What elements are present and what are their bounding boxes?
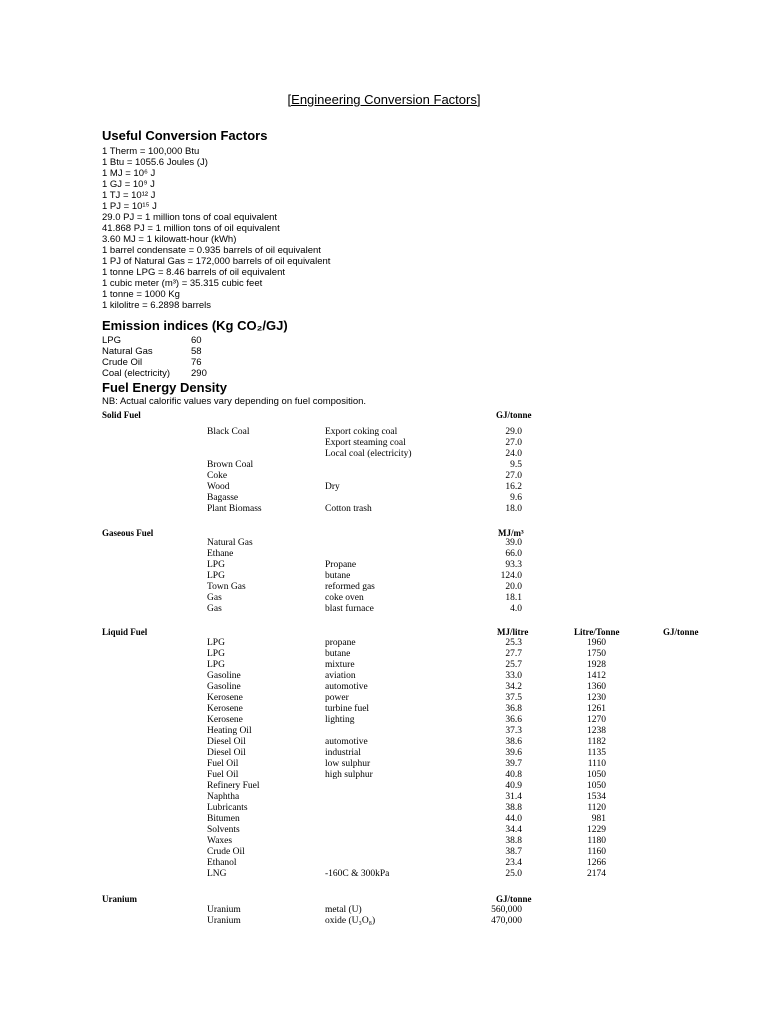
fuel-description: aviation — [325, 671, 356, 681]
emission-row — [102, 346, 302, 357]
fuel-name: Black Coal — [207, 427, 250, 437]
fuel-description: Propane — [325, 560, 357, 570]
fuel-value: 9.6 — [510, 493, 522, 503]
fuel-name: Bitumen — [207, 814, 240, 824]
fuel-description: Local coal (electricity) — [325, 449, 412, 459]
table-row — [0, 649, 768, 660]
fuel-density: 1261 — [587, 704, 606, 714]
table-row — [0, 593, 768, 604]
table-row — [0, 737, 768, 748]
fuel-description: oxide (U₃O₈) — [325, 916, 376, 926]
emission-heading: Emission indices (Kg CO₂/GJ) — [102, 318, 288, 333]
table-row — [0, 781, 768, 792]
fuel-name: Diesel Oil — [207, 737, 246, 747]
table-row — [0, 836, 768, 847]
conversion-line: 1 PJ of Natural Gas = 172,000 barrels of oil equivalent — [102, 256, 331, 267]
fuel-value: 470,000 — [491, 916, 522, 926]
fuel-value: 18.1 — [505, 593, 522, 603]
fuel-value: 27.0 — [505, 471, 522, 481]
conversion-line: 29.0 PJ = 1 million tons of coal equivalent — [102, 212, 278, 223]
fuel-description: -160C & 300kPa — [325, 869, 390, 879]
fuel-description: butane — [325, 649, 351, 659]
fuel-name: Fuel Oil — [207, 770, 239, 780]
conversion-line: 1 cubic meter (m³) = 35.315 cubic feet — [102, 278, 263, 289]
fuel-name: Diesel Oil — [207, 748, 246, 758]
table-row — [0, 582, 768, 593]
table-row — [0, 638, 768, 649]
fuel-value: 36.8 — [505, 704, 522, 714]
fuel-value: 39.6 — [505, 748, 522, 758]
table-row — [0, 449, 768, 460]
fuel-name: Kerosene — [207, 704, 243, 714]
fuel-description: automotive — [325, 737, 368, 747]
table-row — [0, 660, 768, 671]
fuel-density: 1270 — [587, 715, 606, 725]
fuel-value: 25.3 — [505, 638, 522, 648]
emission-value: 290 — [191, 368, 207, 379]
fuel-value: 25.7 — [505, 660, 522, 670]
fuel-name: Waxes — [207, 836, 233, 846]
fuel-name: Gas — [207, 593, 222, 603]
fuel-value: 29.0 — [505, 427, 522, 437]
conversion-line: 1 tonne = 1000 Kg — [102, 289, 180, 300]
fuel-description: propane — [325, 638, 356, 648]
conversion-line: 1 TJ = 10¹² J — [102, 190, 156, 201]
fuel-density: 1238 — [587, 726, 606, 736]
table-row — [0, 604, 768, 615]
fuel-name: Heating Oil — [207, 726, 252, 736]
fuel-description: mixture — [325, 660, 355, 670]
fuel-name: Uranium — [207, 916, 241, 926]
density-heading: Fuel Energy Density — [102, 380, 227, 395]
fuel-name: Lubricants — [207, 803, 248, 813]
table-row — [0, 493, 768, 504]
table-row — [0, 682, 768, 693]
fuel-density: 1120 — [587, 803, 606, 813]
fuel-value: 38.6 — [505, 737, 522, 747]
fuel-density: 1750 — [587, 649, 606, 659]
table-row — [0, 726, 768, 737]
table-row — [0, 858, 768, 869]
fuel-description: Dry — [325, 482, 340, 492]
table-row — [0, 460, 768, 471]
conversion-line: 1 kilolitre = 6.2898 barrels — [102, 300, 212, 311]
fuel-description: Cotton trash — [325, 504, 372, 514]
fuel-density: 1960 — [587, 638, 606, 648]
fuel-value: 24.0 — [505, 449, 522, 459]
fuel-name: Gasoline — [207, 671, 241, 681]
table-row — [0, 803, 768, 814]
conversion-line: 1 GJ = 10⁹ J — [102, 179, 155, 190]
conversion-line: 1 Btu = 1055.6 Joules (J) — [102, 157, 208, 168]
fuel-value: 93.3 — [505, 560, 522, 570]
table-row — [0, 438, 768, 449]
fuel-value: 27.7 — [505, 649, 522, 659]
fuel-description: coke oven — [325, 593, 364, 603]
fuel-value: 4.0 — [510, 604, 522, 614]
fuel-name: Refinery Fuel — [207, 781, 260, 791]
liquid-unit-gj-tonne: GJ/tonne — [663, 627, 699, 637]
liquid-unit-mj-litre: MJ/litre — [497, 627, 529, 637]
uranium-unit: GJ/tonne — [496, 894, 532, 904]
fuel-value: 20.0 — [505, 582, 522, 592]
fuel-value: 40.9 — [505, 781, 522, 791]
fuel-name: Town Gas — [207, 582, 246, 592]
table-row — [0, 905, 768, 916]
solid-fuel-label: Solid Fuel — [102, 410, 141, 420]
emission-row — [102, 335, 302, 346]
fuel-density: 1050 — [587, 781, 606, 791]
fuel-value: 27.0 — [505, 438, 522, 448]
table-row — [0, 482, 768, 493]
fuel-name: Ethanol — [207, 858, 237, 868]
gaseous-unit: MJ/m³ — [498, 528, 524, 538]
table-row — [0, 549, 768, 560]
conversion-line: 41.868 PJ = 1 million tons of oil equivalent — [102, 223, 280, 234]
fuel-density: 1180 — [587, 836, 606, 846]
fuel-value: 37.3 — [505, 726, 522, 736]
fuel-name: LPG — [207, 649, 225, 659]
fuel-density: 1160 — [587, 847, 606, 857]
fuel-density: 1229 — [587, 825, 606, 835]
fuel-name: LPG — [207, 638, 225, 648]
gaseous-fuel-label: Gaseous Fuel — [102, 528, 154, 538]
fuel-value: 40.8 — [505, 770, 522, 780]
table-row — [0, 770, 768, 781]
fuel-description: Export steaming coal — [325, 438, 406, 448]
conversion-line: 1 tonne LPG = 8.46 barrels of oil equivalent — [102, 267, 285, 278]
density-note: NB: Actual calorific values vary depending on fuel composition. — [102, 396, 367, 407]
fuel-value: 560,000 — [491, 905, 522, 915]
fuel-density: 1050 — [587, 770, 606, 780]
fuel-value: 44.0 — [505, 814, 522, 824]
table-row — [0, 671, 768, 682]
fuel-name: Brown Coal — [207, 460, 254, 470]
fuel-name: Natural Gas — [207, 538, 253, 548]
fuel-name: LNG — [207, 869, 227, 879]
fuel-description: metal (U) — [325, 905, 362, 915]
fuel-name: Naphtha — [207, 792, 240, 802]
fuel-name: Solvents — [207, 825, 240, 835]
fuel-name: LPG — [207, 560, 225, 570]
fuel-value: 66.0 — [505, 549, 522, 559]
emission-value: 76 — [191, 357, 202, 368]
fuel-description: power — [325, 693, 349, 703]
fuel-value: 38.8 — [505, 803, 522, 813]
fuel-name: Gasoline — [207, 682, 241, 692]
fuel-description: high sulphur — [325, 770, 373, 780]
emission-fuel: Coal (electricity) — [102, 368, 171, 379]
fuel-name: Ethane — [207, 549, 234, 559]
fuel-density: 981 — [591, 814, 606, 824]
fuel-description: reformed gas — [325, 582, 375, 592]
table-row — [0, 916, 768, 927]
fuel-density: 1135 — [587, 748, 606, 758]
emission-row — [102, 368, 302, 379]
fuel-value: 39.0 — [505, 538, 522, 548]
fuel-name: Bagasse — [207, 493, 239, 503]
fuel-value: 37.5 — [505, 693, 522, 703]
solid-unit: GJ/tonne — [496, 410, 532, 420]
table-row — [0, 427, 768, 438]
conversion-line: 1 MJ = 10⁶ J — [102, 168, 156, 179]
fuel-value: 34.2 — [505, 682, 522, 692]
fuel-density: 1360 — [587, 682, 606, 692]
fuel-description: Export coking coal — [325, 427, 398, 437]
table-row — [0, 560, 768, 571]
table-row — [0, 693, 768, 704]
page-title: [Engineering Conversion Factors] — [287, 92, 481, 107]
fuel-value: 38.7 — [505, 847, 522, 857]
liquid-unit-litre-tonne: Litre/Tonne — [574, 627, 620, 637]
fuel-value: 39.7 — [505, 759, 522, 769]
fuel-density: 1230 — [587, 693, 606, 703]
table-row — [0, 869, 768, 880]
table-row — [0, 759, 768, 770]
liquid-fuel-label: Liquid Fuel — [102, 627, 148, 637]
fuel-density: 1534 — [587, 792, 606, 802]
conversion-line: 1 Therm = 100,000 Btu — [102, 146, 200, 157]
fuel-density: 1412 — [587, 671, 606, 681]
fuel-value: 33.0 — [505, 671, 522, 681]
emission-row — [102, 357, 302, 368]
fuel-description: turbine fuel — [325, 704, 370, 714]
emission-fuel: LPG — [102, 335, 122, 346]
table-row — [0, 792, 768, 803]
table-row — [0, 471, 768, 482]
fuel-value: 38.8 — [505, 836, 522, 846]
fuel-density: 1266 — [587, 858, 606, 868]
fuel-density: 2174 — [587, 869, 606, 879]
useful-heading: Useful Conversion Factors — [102, 128, 268, 143]
table-row — [0, 704, 768, 715]
emission-fuel: Crude Oil — [102, 357, 143, 368]
conversion-line: 1 PJ = 10¹⁵ J — [102, 201, 157, 212]
emission-value: 60 — [191, 335, 202, 346]
conversion-line: 3.60 MJ = 1 kilowatt-hour (kWh) — [102, 234, 237, 245]
fuel-description: industrial — [325, 748, 361, 758]
fuel-value: 25.0 — [505, 869, 522, 879]
fuel-value: 16.2 — [505, 482, 522, 492]
fuel-name: Kerosene — [207, 693, 243, 703]
fuel-value: 23.4 — [505, 858, 522, 868]
fuel-value: 31.4 — [505, 792, 522, 802]
fuel-density: 1182 — [587, 737, 606, 747]
fuel-name: Coke — [207, 471, 228, 481]
conversion-line: 1 barrel condensate = 0.935 barrels of oil equivalent — [102, 245, 321, 256]
fuel-name: LPG — [207, 571, 225, 581]
uranium-label: Uranium — [102, 894, 138, 904]
table-row — [0, 715, 768, 726]
fuel-value: 18.0 — [505, 504, 522, 514]
table-row — [0, 504, 768, 515]
fuel-density: 1110 — [587, 759, 606, 769]
fuel-description: lighting — [325, 715, 355, 725]
fuel-description: butane — [325, 571, 351, 581]
table-row — [0, 571, 768, 582]
fuel-name: Wood — [207, 482, 230, 492]
table-row — [0, 825, 768, 836]
fuel-name: Kerosene — [207, 715, 243, 725]
emission-fuel: Natural Gas — [102, 346, 153, 357]
fuel-value: 9.5 — [510, 460, 522, 470]
table-row — [0, 748, 768, 759]
emission-value: 58 — [191, 346, 202, 357]
fuel-value: 34.4 — [505, 825, 522, 835]
fuel-name: Fuel Oil — [207, 759, 239, 769]
fuel-name: Uranium — [207, 905, 241, 915]
fuel-name: Gas — [207, 604, 222, 614]
fuel-name: LPG — [207, 660, 225, 670]
table-row — [0, 814, 768, 825]
table-row — [0, 847, 768, 858]
fuel-value: 36.6 — [505, 715, 522, 725]
fuel-name: Crude Oil — [207, 847, 245, 857]
fuel-description: blast furnace — [325, 604, 374, 614]
fuel-name: Plant Biomass — [207, 504, 262, 514]
fuel-description: automotive — [325, 682, 368, 692]
fuel-density: 1928 — [587, 660, 606, 670]
fuel-value: 124.0 — [500, 571, 522, 581]
table-row — [0, 538, 768, 549]
fuel-description: low sulphur — [325, 759, 371, 769]
